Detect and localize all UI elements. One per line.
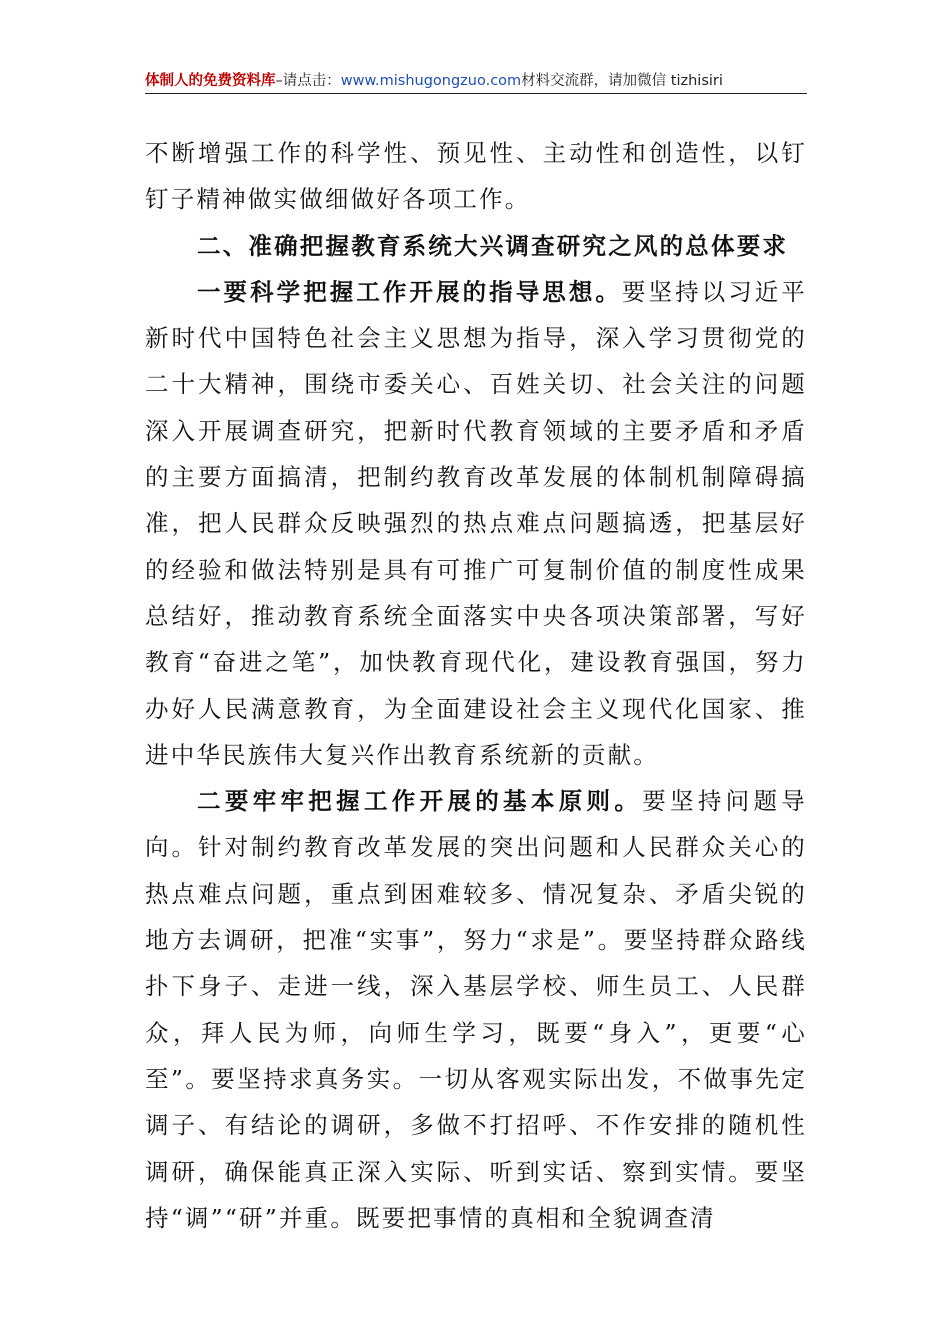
header-divider: [145, 93, 807, 94]
header-url-link[interactable]: www.mishugongzuo.com: [340, 73, 522, 89]
page-header: [145, 70, 807, 92]
paragraph-text: 要坚持问题导向。针对制约教育改革发展的突出问题和人民群众关心的热点难点问题，重点到困难较多、情况复杂、矛盾尖锐的地方去调研，把准“实事”，努力“求是”。要坚持群众路线扑下身子、走进一线，深入基层学校、师生员工、人民群众，拜人民为师，向师生学习，既要“身入”，更要“心至”。要坚持求真务实。一切从客观实际出发，不做事先定调子、有结论的调研，多做不打招呼、不作安排的随机性调研，确保能真正深入实际、听到实话、察到实情。要坚持“调”“研”并重。既要把事情的真相和全貌调查清: [145, 787, 808, 1232]
paragraph-guiding-thought: [145, 269, 807, 778]
header-brand: 体制人的免费资料库: [145, 73, 276, 89]
paragraph-lead: 二要牢牢把握工作开展的基本原则。: [197, 787, 643, 816]
paragraph-text: 要坚持以习近平新时代中国特色社会主义思想为指导，深入学习贯彻党的二十大精神，围绕市委关心、百姓关切、社会关注的问题深入开展调查研究，把新时代教育领域的主要矛盾和矛盾的主要方面搞清，把制约教育改革发展的体制机制障碍搞准，把人民群众反映强烈的热点难点问题搞透，把基层好的经验和做法特别是具有可推广可复制价值的制度性成果总结好，推动教育系统全面落实中央各项决策部署，写好教育“奋进之笔”，加快教育现代化，建设教育强国，努力办好人民满意教育，为全面建设社会主义现代化国家、推进中华民族伟大复兴作出教育系统新的贡献。: [145, 277, 808, 769]
paragraph-lead: 一要科学把握工作开展的指导思想。: [197, 277, 622, 306]
paragraph-basic-principles: [145, 778, 807, 1241]
document-body: [145, 130, 807, 1241]
section-heading: 二、准确把握教育系统大兴调查研究之风的总体要求: [197, 231, 789, 260]
header-wechat-note: 材料交流群，请加微信 tizhisiri: [521, 73, 723, 89]
header-prompt: –请点击：: [275, 73, 341, 89]
continuation-paragraph: 不断增强工作的科学性、预见性、主动性和创造性，以钉钉子精神做实做细做好各项工作。: [145, 139, 807, 214]
